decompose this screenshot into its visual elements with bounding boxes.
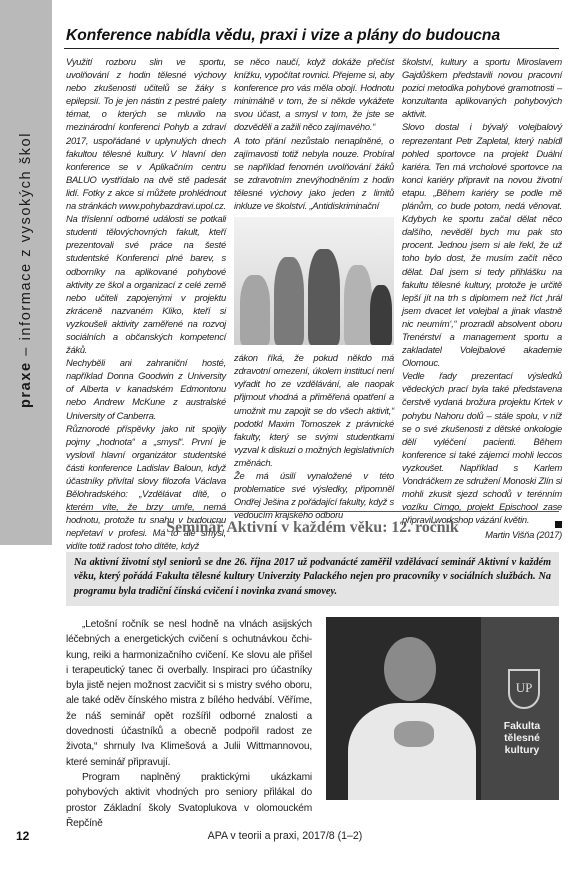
section-subtitle: – informace z vysokých škol <box>18 131 34 362</box>
photo-person-body <box>348 703 476 800</box>
section-label <box>18 132 34 408</box>
paragraph: Že má úsilí vynaložené v této problematice své výsledky, připomněl Ondřej Ješina z pořádající fakulty, když s vedoucím krajského odboru <box>234 469 394 521</box>
photo-figure <box>344 265 372 345</box>
photo-figure <box>370 285 392 345</box>
paragraph: Slovo dostal i bývalý volejbalový reprezentant Petr Zapletal, který nabídl pohled sportovce na projekt Duální kariéra. Ten má vrcholové sportovce na konci kariéry připravit na novou životní etapu. „Během kariéry se podle mě plánům, co bude potom, nedá věnovat. Kdybych ke sportu začal dělat něco dalšího, nevěděl bych mu pak sto procent. Jednou jsem si ale řekl, že už toho bylo dost, že musím začít něco dělat. Dal jsem si tedy přihlášku na fakultu tělesné kultury, protože je určitě lepší jít na trh s diplomem než říct ‚hrál jsem dvacet let volejbal a jinak vlastně nic neumím‘,“ prozradil absolvent oboru Trenérství a management sportu a zakladatel Volejbalové akademie Olomouc. <box>402 121 562 369</box>
paragraph: školství, kultury a sportu Miroslavem Gajdůškem představili novou pracovní pozici metodika pohybové gramotnosti – konzultanta aplikovaných pohybových aktivit. <box>402 56 562 120</box>
article-title: Konference nabídla vědu, praxi i vize a plány do budoucna <box>66 27 501 44</box>
page-number: 12 <box>16 829 30 843</box>
article-column-1 <box>66 55 226 553</box>
university-logo: UP <box>508 669 540 709</box>
paragraph: Využití rozboru slin ve sportu, uvolňování z hodin tělesné výchovy nebo zkušenosti učitelů se žáky s epilepsií. To je jen nástin z pestré palety témat, o kterých se mluvilo na mezinárodní konferenci Pohyb a zdraví 2017, uspořádané v uplynulých dnech fakultou tělesné kultury. V hlavní den konference se v Aplikačním centru BALUO vystřídalo na dvě stě padesát lidí. Fotky z akce si můžete prohlédnout na stránkách www.pohybazdravi.upol.cz. <box>66 56 226 212</box>
paragraph: Nechyběli ani zahraniční hosté, například Donna Goodwin z University of Alberta v kanadském Edmontonu nebo Andrew McKune z australské University of Canberra. <box>66 357 226 421</box>
photo-figure <box>240 275 270 345</box>
seminar-photo <box>326 617 559 800</box>
section-sidebar <box>0 0 52 545</box>
article-column-2 <box>234 55 394 521</box>
paragraph: A toto přání nezůstalo nenaplněné, o zajímavosti totiž nebyla nouze. Probíral se například fenomén uvolňování žáků se zdravotním znevýhodněním z hodin tělesné výchovy jako jeden z limitů inkluze ve školství. „Antidiskriminační <box>234 134 394 212</box>
paragraph: Vedle řady prezentací výsledků vědeckých prací byla také představena čerstvě vydaná brožura projektu Krtek v pohybu Nahoru dolů – stále spolu, v níž se o své zkušenosti z dětské onkologie dělí vyléčení pacienti. Během konference si také zájemci mohli leccos vyzkoušet. Například s Karlem Vondráčkem ze sdružení Monoski Zlín si mohli zkusit sjezd schodů v terénním vozíku Cimgo, projekt Epischool zase připravil workshop vázání květin. <box>402 370 562 526</box>
paragraph: Různorodé příspěvky jako nit spojily pojmy „hodnota“ a „smysl“. První je vyslovil hlavní organizátor studentské části konference Ladislav Baloun, když účastníky přivítal slovy filozofa Václava Bělohradského: „Vzdělávat dítě, o kterém víte, že brzy umře, nemá hodnotu, protože tu snahu v budoucnu nepřetaví v profesi. Má to ale smysl, vidíte totiž radost toho dítěte, když <box>66 422 226 552</box>
faculty-banner <box>481 617 559 800</box>
section-rule <box>66 511 559 512</box>
seminar-body <box>66 617 312 831</box>
paragraph: Na tříslenní odborné události se potkali studenti tělovýchovných fakult, kteří prezentovali své práce na šesté studentské Konferenci plné barev, s odborníky na aplikované pohybové aktivity ze škol a organizací z celé země nebo učiteli zapojenými v projektu zkráceně nazvaném Kliko, kteří si vyzkoušeli aktivity zaměřené na rozvoj sociálních a občanských kompetencí žáků. <box>66 213 226 356</box>
seminar-intro: Na aktivní životní styl seniorů se dne 26. října 2017 už podvanácté zaměřil vzdělávací seminář Aktivní v každém věku, který pořádá Fakulta tělesné kultury Univerzity Palackého nejen pro pracovníky v sociálních službách. Na programu byla tradiční čínská cvičení i novinka zvaná smovey. <box>66 552 559 606</box>
banner-text: Fakulta tělesné kultury <box>503 721 541 756</box>
conference-photo <box>234 217 394 345</box>
photo-figure <box>308 249 340 345</box>
photo-figure <box>274 257 304 345</box>
section-name: praxe <box>18 361 34 409</box>
article-column-3 <box>402 55 562 541</box>
paragraph: zákon říká, že pokud někdo má zdravotní omezení, úkolem institucí není vyřadit ho ze vzdělávání, ale naopak přijmout vhodná a přiměřená opatření a umožnit mu zapojit se do všech aktivit,“ podotkl Maxim Tomoszek z právnické fakulty, který se svými studentkami vyzval k diskuzi o možných legislativních změnách. <box>234 352 394 468</box>
photo-person-hands <box>394 721 434 747</box>
photo-person-head <box>384 637 436 701</box>
paragraph: Program naplněný praktickými ukázkami pohybových aktivit vhodných pro seniory přilákal do prostor Základní školy Svatoplukova v olomouckém Řepčíně <box>66 771 312 829</box>
seminar-title: Seminář Aktivní v každém věku: 12. ročník <box>166 519 459 536</box>
paragraph: se něco naučí, když dokáže přečíst knížku, vypočítat rovnici. Přejeme si, aby konference pro vás měla obojí. Hodnotu minimálně v tom, že si někde vykážete svou účast, a smysl v tom, že jste se dozvěděli a zažili něco zajímavého.“ <box>234 56 394 133</box>
author: Martin Višňa (2017) <box>485 529 562 541</box>
journal-footer: APA v teorii a praxi, 2017/8 (1–2) <box>207 830 363 842</box>
paragraph: „Letošní ročník se nesl hodně na vlnách asijských léčebných a energetických cvičení s ochutnávkou čchi-kung, reiki a harmonizačního cvičení. Ke slovu ale přišel i terapeutický tanec či overbally. Inspiraci pro účastníky byla jistě nejen možnost zacvičit si s mistry svého oboru, ale také oděv čínského mistra z bílého hedvábí. Věříme, že náš seminář opět rozšířil odborné znalosti a dovednosti účastníků a obecně podpořil radost ze života,“ shrnuly Iva Klimešová a Julii Wittmannovou, které seminář připravují. <box>66 619 312 768</box>
title-rule <box>64 48 559 49</box>
